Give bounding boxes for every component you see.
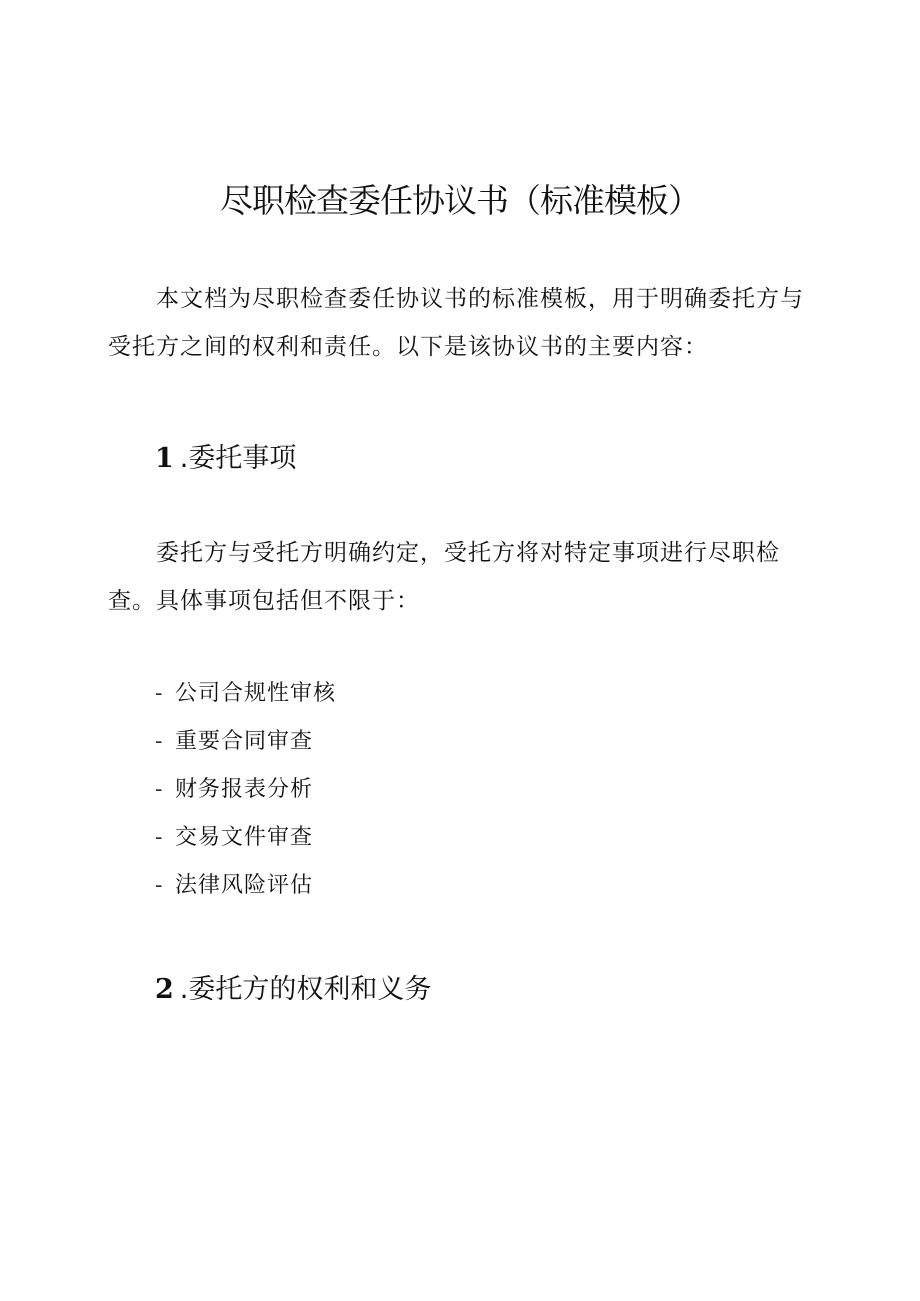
bullet-dash: - <box>155 873 164 898</box>
list-item <box>155 718 336 766</box>
bullet-dash: - <box>155 825 164 850</box>
list-item <box>155 814 336 862</box>
list-item <box>155 670 336 718</box>
intro-paragraph: 本文档为尽职检查委任协议书的标准模板，用于明确委托方与受托方之间的权利和责任。以下是该协议书的主要内容： <box>108 286 804 360</box>
list-item-text: 法律风险评估 <box>175 873 314 898</box>
section-heading-2 <box>155 970 431 1010</box>
document-title: 尽职检查委任协议书（标准模板） <box>220 181 700 220</box>
list-item <box>155 766 336 814</box>
list-item-text: 公司合规性审核 <box>175 681 337 706</box>
section-number-2: 2 <box>155 974 174 1005</box>
section-1-paragraph: 委托方与受托方明确约定，受托方将对特定事项进行尽职检查。具体事项包括但不限于： <box>108 540 780 614</box>
section-title-1: .委托事项 <box>179 443 297 474</box>
list-item-text: 财务报表分析 <box>175 777 314 802</box>
bullet-dash: - <box>155 681 164 706</box>
list-item-text: 重要合同审查 <box>175 729 314 754</box>
scope-item-list <box>155 670 336 910</box>
section-title-2: .委托方的权利和义务 <box>179 974 432 1005</box>
section-number-1: 1 <box>155 443 174 474</box>
list-item <box>155 862 336 910</box>
list-item-text: 交易文件审查 <box>175 825 314 850</box>
bullet-dash: - <box>155 777 164 802</box>
section-heading-1 <box>155 439 296 479</box>
bullet-dash: - <box>155 729 164 754</box>
